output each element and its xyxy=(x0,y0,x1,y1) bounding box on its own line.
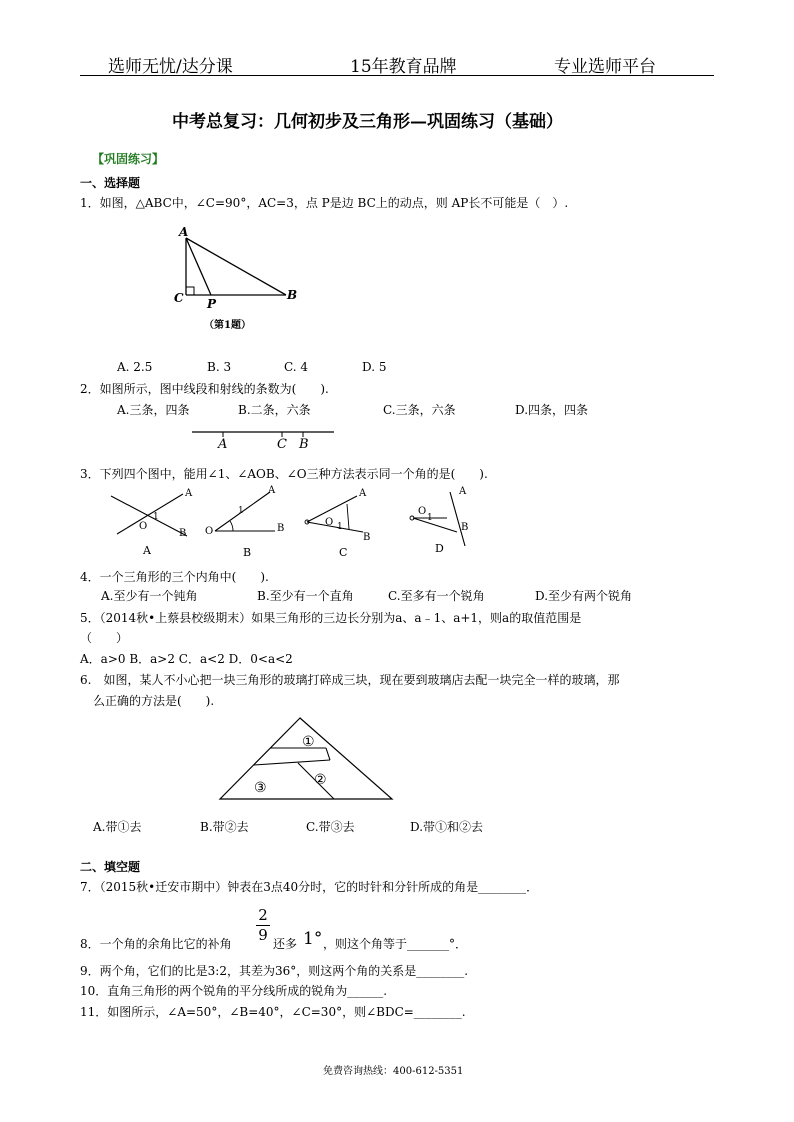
q6-option-a: A.带①去 xyxy=(93,820,142,834)
q1-figure xyxy=(168,218,318,338)
q8-fraction xyxy=(256,907,270,944)
q2-label-a: A xyxy=(218,437,228,452)
svg-text:A: A xyxy=(359,488,367,499)
q2-text: 2．如图所示，图中线段和射线的条数为( ). xyxy=(80,382,329,396)
q1-option-c: C. 4 xyxy=(284,360,309,374)
q9-text: 9．两个角，它们的比是3:2，其差为36°，则这两个角的关系是________. xyxy=(80,964,469,978)
svg-text:A: A xyxy=(268,485,276,496)
q3-figure-a xyxy=(111,488,193,539)
svg-text:1: 1 xyxy=(337,522,343,532)
q2-option-d: D.四条，四条 xyxy=(515,403,589,417)
q1-caption: （第1题） xyxy=(204,320,251,331)
svg-text:O: O xyxy=(418,506,427,517)
q5-paren: （ ） xyxy=(80,631,129,645)
section-choice: 一、选择题 xyxy=(80,176,141,190)
q6-triangle xyxy=(220,718,392,799)
svg-text:A: A xyxy=(459,486,467,497)
q3-label-a: A xyxy=(143,544,151,557)
q1-label-c: C xyxy=(174,291,184,305)
header-left: 选师无忧/达分课 xyxy=(108,57,233,77)
q6-piece-2: ② xyxy=(314,772,327,788)
q8-suffix: ，则这个角等于_______°． xyxy=(323,937,468,951)
q1-label-b: B xyxy=(287,288,298,302)
q2-label-b: B xyxy=(299,437,309,452)
header-right: 专业选师平台 xyxy=(554,57,656,77)
svg-text:B: B xyxy=(179,528,187,539)
page-title: 中考总复习：几何初步及三角形—巩固练习（基础） xyxy=(172,112,563,132)
q1-option-b: B. 3 xyxy=(207,360,232,374)
q6-option-b: B.带②去 xyxy=(200,820,249,834)
q4-option-b: B.至少有一个直角 xyxy=(257,589,354,603)
q4-option-a: A.至少有一个钝角 xyxy=(101,589,198,603)
q6-crack-3 xyxy=(254,760,330,765)
q8-frac-den: 9 xyxy=(258,926,268,944)
svg-text:B: B xyxy=(277,523,285,534)
q1-side-ab xyxy=(186,238,286,295)
q6-line2: 么正确的方法是( ). xyxy=(93,694,215,708)
q1-segment-ap xyxy=(186,238,211,295)
q5-options: A．a>0 B．a>2 C．a<2 D．0<a<2 xyxy=(80,652,293,666)
q6-option-d: D.带①和②去 xyxy=(410,820,484,834)
practice-tag: 【巩固练习】 xyxy=(92,152,165,166)
q2-option-a: A.三条，四条 xyxy=(117,403,190,417)
q8-deg: 1° xyxy=(303,929,323,949)
q8-prefix: 8．一个角的余角比它的补角 xyxy=(80,937,232,951)
q1-label-a: A xyxy=(179,225,189,239)
q3-text: 3．下列四个图中，能用∠1、∠AOB、∠O三种方法表示同一个角的是( ). xyxy=(80,467,488,481)
q1-text: 1．如图，△ABC中，∠C=90°，AC=3，点 P是边 BC上的动点，则 AP长不可能是（ ）. xyxy=(80,196,569,210)
q3-label-d: D xyxy=(435,542,444,555)
q1-right-angle-mark xyxy=(186,287,194,295)
q1-label-p: P xyxy=(207,297,217,311)
q6-option-c: C.带③去 xyxy=(306,820,355,834)
q2-option-c: C.三条，六条 xyxy=(383,403,456,417)
q4-option-d: D.至少有两个锐角 xyxy=(535,589,633,603)
footer-hotline: 免费咨询热线：400-612-5351 xyxy=(323,1066,464,1077)
svg-text:B: B xyxy=(461,522,469,533)
q5-text: 5．（2014秋•上蔡县校级期末）如果三角形的三边长分别为a、a﹣1、a+1，则a的取值范围是 xyxy=(80,611,582,625)
q3-label-c: C xyxy=(339,546,348,558)
q2-figure xyxy=(190,424,340,452)
q8-frac-num: 2 xyxy=(258,906,268,924)
q6-figure xyxy=(218,716,398,806)
header-center: 15年教育品牌 xyxy=(350,57,457,77)
svg-text:A: A xyxy=(185,488,193,499)
q1-option-d: D. 5 xyxy=(362,360,387,374)
q3-label-b: B xyxy=(243,546,252,558)
svg-text:O: O xyxy=(325,517,334,528)
q7-text: 7．（2015秋•迁安市期中）钟表在3点40分时，它的时针和分针所成的角是________． xyxy=(80,880,539,894)
q2-option-b: B.二条，六条 xyxy=(238,403,311,417)
q1-option-a: A. 2.5 xyxy=(117,360,153,374)
svg-text:O: O xyxy=(139,521,148,532)
q6-piece-3: ③ xyxy=(254,780,267,796)
q11-text: 11．如图所示，∠A=50°，∠B=40°，∠C=30°，则∠BDC=________. xyxy=(80,1005,466,1019)
svg-text:B: B xyxy=(363,532,371,543)
svg-text:1: 1 xyxy=(238,506,244,516)
q6-crack-2 xyxy=(326,748,330,760)
q6-line1: 6. 如图，某人不小心把一块三角形的玻璃打碎成三块，现在要到玻璃店去配一块完全一样的玻璃，那 xyxy=(80,673,620,687)
q10-text: 10．直角三角形的两个锐角的平分线所成的锐角为______. xyxy=(80,984,388,998)
q6-piece-1: ① xyxy=(302,734,315,750)
q3-figure-b xyxy=(205,485,284,537)
q3-figure-c xyxy=(305,488,370,543)
section-fill: 二、填空题 xyxy=(80,860,141,874)
q3-figure-d xyxy=(410,486,468,546)
q4-text: 4．一个三角形的三个内角中( ). xyxy=(80,570,269,584)
q4-option-c: C.至多有一个锐角 xyxy=(388,589,485,603)
q2-label-c: C xyxy=(277,437,287,452)
header-rule xyxy=(80,75,714,76)
svg-text:1: 1 xyxy=(153,512,159,522)
svg-text:O: O xyxy=(205,526,214,537)
q3-figures xyxy=(105,484,505,558)
svg-text:1: 1 xyxy=(427,513,433,523)
q8-middle: 还多 xyxy=(273,937,298,951)
